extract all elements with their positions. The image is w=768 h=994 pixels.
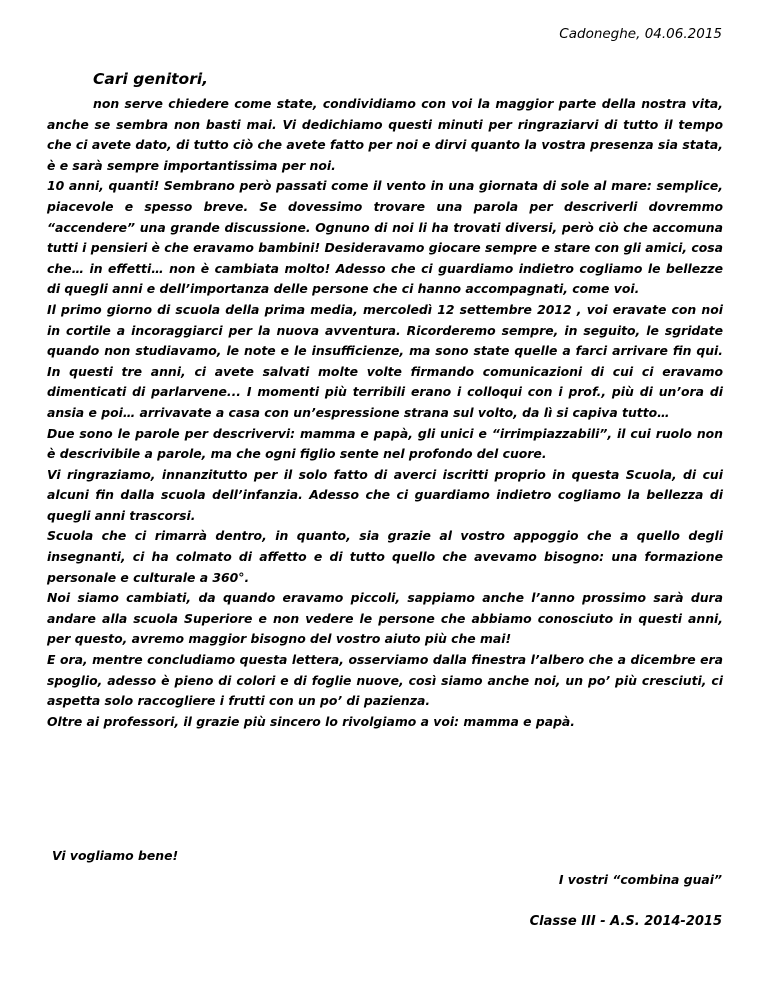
letter-body <box>47 94 723 732</box>
paragraph-ten-years: 10 anni, quanti! Sembrano però passati come il vento in una giornata di sole al mare: semplice, piacevole e spesso breve. Se dovessimo trovare una parola per descriverli dovremmo “accendere” una grande discussione. Ognuno di noi li ha trovati diversi, però ciò che accomuna tutti i pensieri è che eravamo bambini! Desideravamo giocare sempre e stare con gli amici, cosa che… in effetti… non è cambiata molto! Adesso che ci guardiamo indietro cogliamo le bellezze di quegli anni e dell’importanza delle persone che ci hanno accompagnati, come voi. <box>47 178 723 297</box>
paragraph-changed: Noi siamo cambiati, da quando eravamo piccoli, sappiamo anche l’anno prossimo sarà dura andare alla scuola Superiore e non vedere le persone che abbiamo conosciuto in questi anni, per questo, avremo maggior bisogno del vostro aiuto più che mai! <box>47 590 723 647</box>
paragraph-first-day: Il primo giorno di scuola della prima media, mercoledì 12 settembre 2012 , voi eravate con noi in cortile a incoraggiarci per la nuova avventura. Ricorderemo sempre, in seguito, le sgridate quando non studiavamo, le note e le insufficienze, ma sono state quelle a farci arrivare fin qui. In questi tre anni, ci avete salvati molte volte firmando comunicazioni di cui ci eravamo dimenticati di parlarvene... I momenti più terribili erano i colloqui con i prof., più di un’ora di ansia e poi… arrivavate a casa con un’espressione strana sul volto, da lì si capiva tutto… <box>47 301 723 420</box>
letter-greeting: Cari genitori, <box>93 70 209 88</box>
class-year-line: Classe III - A.S. 2014-2015 <box>529 914 722 929</box>
paragraph-teachers: Oltre ai professori, il grazie più sincero lo rivolgiamo a voi: mamma e papà. <box>47 713 576 729</box>
letter-signature: I vostri “combina guai” <box>558 872 722 887</box>
paragraph-two-words: Due sono le parole per descrivervi: mamma e papà, gli unici e “irrimpiazzabili”, il cui ruolo non è descrivibile a parole, ma che ogni figlio sente nel profondo del cuore. <box>47 425 723 462</box>
paragraph-thanks-school: Vi ringraziamo, innanzitutto per il solo fatto di averci iscritti proprio in questa Scuola, di cui alcuni fin dalla scuola dell’infanzia. Adesso che ci guardiamo indietro cogliamo la bellezza di quegli anni trascorsi. <box>47 466 723 523</box>
paragraph-intro: non serve chiedere come state, condividiamo con voi la maggior parte della nostra vita, anche se sembra non basti mai. Vi dedichiamo questi minuti per ringraziarvi di tutto il tempo che ci avete dato, di tutto ciò che avete fatto per noi e dirvi quanto la vostra presenza sia stata, è e sarà sempre importantissima per noi. <box>47 96 723 173</box>
paragraph-tree: E ora, mentre concludiamo questa lettera, osserviamo dalla finestra l’albero che a dicembre era spoglio, adesso è pieno di colori e di foglie nuove, così siamo anche noi, un po’ più cresciuti, ci aspetta solo raccogliere i frutti con un po’ di pazienza. <box>47 652 723 709</box>
letter-closing: Vi vogliamo bene! <box>52 848 179 863</box>
paragraph-school-inside: Scuola che ci rimarrà dentro, in quanto, sia grazie al vostro appoggio che a quello degli insegnanti, ci ha colmato di affetto e di tutto quello che avevamo bisogno: una formazione personale e culturale a 360°. <box>47 528 723 585</box>
letter-date: Cadoneghe, 04.06.2015 <box>559 26 722 42</box>
